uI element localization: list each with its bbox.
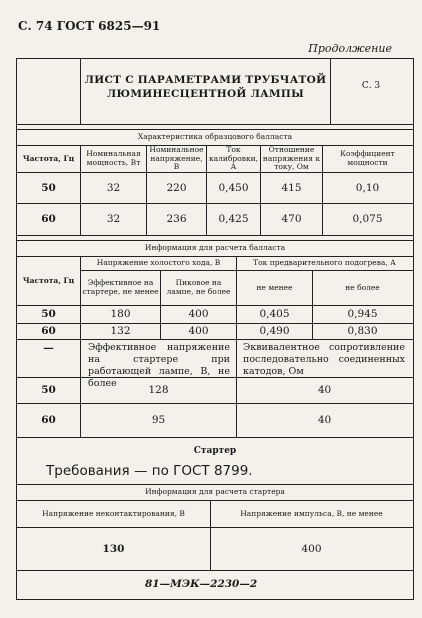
table2-text-right: Эквивалентное сопротивление последовательно соединенных катодов, Ом: [243, 342, 405, 377]
table2-cell: 132: [110, 325, 131, 338]
table2-cell: 0,945: [347, 308, 378, 321]
table1-cell: 0,075: [352, 213, 383, 226]
table2-sub-peak: Пиковое на лампе, не более: [166, 278, 231, 296]
table2-cell: 50: [41, 308, 56, 321]
table1-header-ratio: Отношение напряжения к току, Ом: [262, 145, 321, 172]
page-header: С. 74 ГОСТ 6825—91: [18, 19, 161, 33]
table2-dash: —: [43, 341, 54, 354]
table1-caption: Характеристика образцового балласта: [137, 131, 293, 141]
table3-top-rule: [17, 484, 413, 485]
table1-bottom-rule: [17, 235, 413, 236]
table1-header-voltage: Номинальное напряжение, В: [149, 145, 204, 172]
sheet-footer-code: 81—МЭК—2230—2: [145, 578, 258, 590]
table1-cell: 0,425: [218, 213, 249, 226]
table2-cell: 60: [41, 325, 56, 338]
table3-bottom-rule: [17, 570, 413, 571]
title-rule: [17, 124, 413, 125]
table1-cell: 220: [166, 181, 187, 194]
table3-header-nonconduct: Напряжение неконтактирования, В: [42, 508, 185, 518]
table3-header-pulse: Напряжение импульса, В, не менее: [240, 508, 383, 518]
table1-cell: 0,450: [218, 181, 249, 194]
table2-cell: 50: [41, 384, 56, 397]
table2-cell: 0,490: [259, 325, 290, 338]
table2-cell: 40: [317, 414, 332, 427]
sheet-title-line2: ЛЮМИНЕСЦЕНТНОЙ ЛАМПЫ: [106, 88, 305, 101]
table2-sub-max: не более: [345, 282, 380, 292]
table1-cell: 236: [166, 213, 187, 226]
table2-sub-effective: Эффективное на стартере, не менее: [82, 278, 159, 296]
table2-group-preheat: Ток предварительного подогрева, А: [253, 258, 396, 268]
table2-cell: 128: [148, 384, 169, 397]
table2-text-left: Эффективное напряжение на стартере при работающей лампе, В, не более: [88, 342, 230, 389]
table1-header-frequency: Частота, Гц: [22, 153, 75, 163]
table1-header-power: Номинальная мощность, Вт: [86, 149, 141, 167]
table3-cell: 400: [301, 542, 322, 555]
table2-cell: 0,830: [347, 325, 378, 338]
table2-top-rule: [17, 240, 413, 241]
table3-caption: Информация для расчета стартера: [145, 486, 285, 496]
table1-cell: 0,10: [355, 181, 380, 194]
sheet-page-number: С. 3: [361, 80, 381, 91]
table2-caption: Информация для расчета балласта: [144, 242, 286, 252]
starter-heading: Стартер: [193, 445, 237, 456]
table1-cell: 32: [106, 213, 121, 226]
table2-cell: 400: [188, 325, 209, 338]
table2-cell: 400: [188, 308, 209, 321]
table2-cell: 180: [110, 308, 131, 321]
table2-header-frequency: Частота, Гц: [22, 275, 75, 285]
table3-cell: 130: [102, 542, 125, 555]
table1-header-power-factor: Коэффициент мощности: [340, 149, 395, 167]
table2-cell: 0,405: [259, 308, 290, 321]
table2-cell: 40: [317, 384, 332, 397]
table2-group-open-circuit: Напряжение холостого хода, В: [96, 258, 221, 268]
starter-requirement: Требования — по ГОСТ 8799.: [46, 463, 253, 479]
sheet-title-line1: ЛИСТ С ПАРАМЕТРАМИ ТРУБЧАТОЙ: [84, 74, 327, 87]
table2-sub-min: не менее: [256, 282, 293, 292]
continuation-label: Продолжение: [308, 42, 392, 55]
table1-cell: 470: [281, 213, 302, 226]
table2-cell: 60: [41, 414, 56, 427]
table1-cell: 415: [281, 181, 302, 194]
table1-cell: 50: [41, 181, 56, 194]
table1-header-current: Ток калибровки, А: [208, 145, 259, 172]
table2-bottom-rule: [17, 437, 413, 438]
table2-cell: 95: [151, 414, 166, 427]
table1-cell: 60: [41, 213, 56, 226]
table1-cell: 32: [106, 181, 121, 194]
table1-top-rule: [17, 129, 413, 130]
